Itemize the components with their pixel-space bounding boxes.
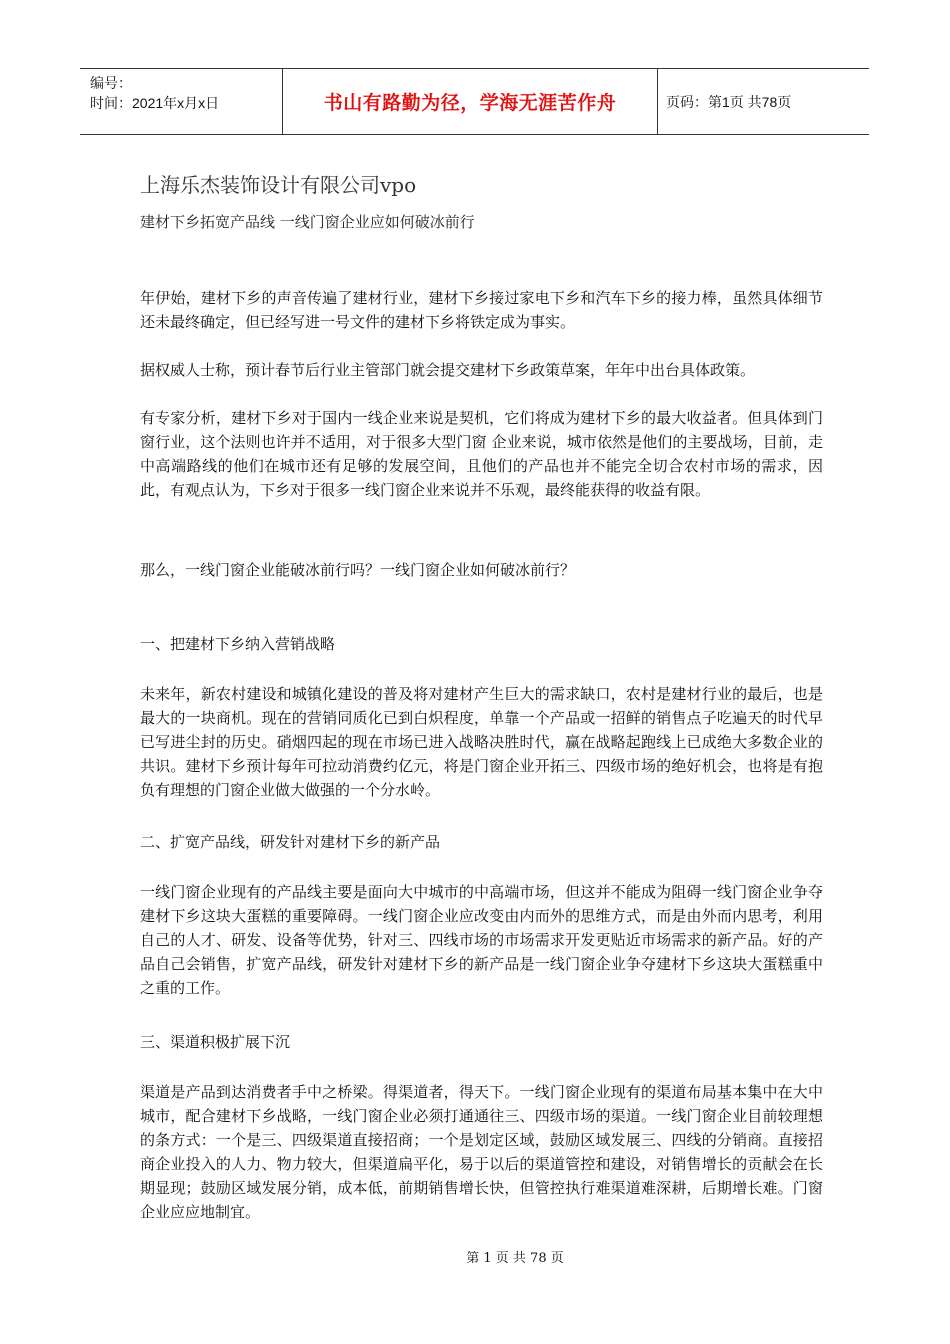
section-heading-1: 一、把建材下乡纳入营销战略 [140, 635, 336, 653]
paragraph-section-2: 一线门窗企业现有的产品线主要是面向大中城市的中高端市场，但这并不能成为阻碍一线门窗企业争夺建材下乡这块大蛋糕的重要障碍。一线门窗企业应改变由内而外的思维方式，而是由外而内思考，利用自己的人才、研发、设备等优势，针对三、四线市场的市场需求开发更贴近市场需求的新产品。好的产品自己会销售，扩宽产品线，研发针对建材下乡的新产品是一线门窗企业争夺建材下乡这块大蛋糕重中之重的工作。 [140, 883, 823, 997]
paragraph-section-1: 未来年，新农村建设和城镇化建设的普及将对建材产生巨大的需求缺口，农村是建材行业的最后，也是最大的一块商机。现在的营销同质化已到白炽程度，单靠一个产品或一招鲜的销售点子吃遍天的时代早已写进尘封的历史。硝烟四起的现在市场已进入战略决胜时代，赢在战略起跑线上已成绝大多数企业的共识。建材下乡预计每年可拉动消费约亿元，将是门窗企业开拓三、四级市场的绝好机会，也将是有抱负有理想的门窗企业做大做强的一个分水岭。 [140, 685, 823, 799]
paragraph-intro: 年伊始，建材下乡的声音传遍了建材行业，建材下乡接过家电下乡和汽车下乡的接力棒，虽然具体细节还未最终确定，但已经写进一号文件的建材下乡将铁定成为事实。 [140, 289, 823, 331]
document-date: 时间：2021年x月x日 [90, 95, 220, 111]
section-heading-2: 二、扩宽产品线，研发针对建材下乡的新产品 [140, 833, 441, 851]
paragraph-expert-analysis: 有专家分析，建材下乡对于国内一线企业来说是契机，它们将成为建材下乡的最大收益者。但具体到门窗行业，这个法则也许并不适用，对于很多大型门窗 企业来说，城市依然是他们的主要战场，目前，走中高端路线的他们在城市还有足够的发展空间，且他们的产品也并不能完全切合农村市场的需求，因此，有观点认为，下乡对于很多一线门窗企业来说并不乐观，最终能获得的收益有限。 [140, 409, 823, 499]
header-page-info: 页码：第1页 共78页 [666, 93, 792, 110]
header-meta [80, 69, 282, 134]
header-table [80, 68, 869, 135]
paragraph-section-3: 渠道是产品到达消费者手中之桥梁。得渠道者，得天下。一线门窗企业现有的渠道布局基本集中在大中城市，配合建材下乡战略，一线门窗企业必须打通通往三、四级市场的渠道。一线门窗企业目前较理想的条方式：一个是三、四级渠道直接招商；一个是划定区域，鼓励区域发展三、四线的分销商。直接招商企业投入的人力、物力较大，但渠道扁平化，易于以后的渠道管控和建设，对销售增长的贡献会在长期显现；鼓励区域发展分销，成本低，前期销售增长快，但管控执行难渠道难深耕，后期增长难。门窗企业应应地制宜。 [140, 1083, 823, 1221]
paragraph-question: 那么，一线门窗企业能破冰前行吗？一线门窗企业如何破冰前行？ [140, 561, 576, 579]
document-subtitle: 建材下乡拓宽产品线 一线门窗企业应如何破冰前行 [140, 213, 475, 231]
header-motto: 书山有路勤为径，学海无涯苦作舟 [282, 69, 658, 134]
page-footer: 第 1 页 共 78 页 [466, 1251, 564, 1266]
document-title: 上海乐杰装饰设计有限公司vpo [140, 173, 417, 197]
document-number-label: 编号： [90, 75, 132, 91]
paragraph-policy: 据权威人士称，预计春节后行业主管部门就会提交建材下乡政策草案，年年中出台具体政策。 [140, 361, 756, 379]
section-heading-3: 三、渠道积极扩展下沉 [140, 1033, 291, 1051]
